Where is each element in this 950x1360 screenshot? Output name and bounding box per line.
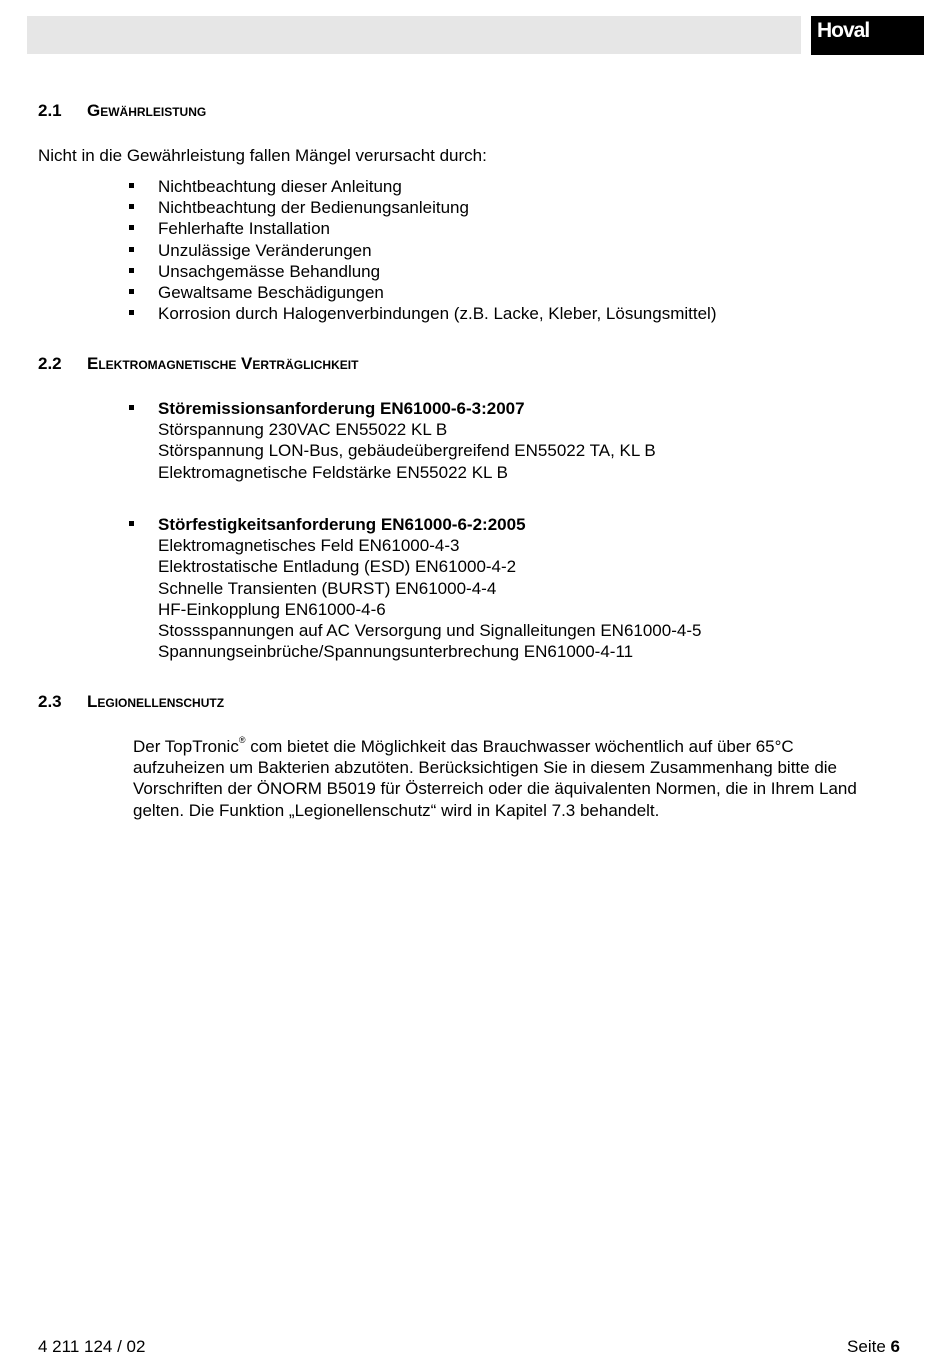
immunity-line: Schnelle Transienten (BURST) EN61000-4-4 — [158, 578, 497, 598]
section-title-2-3 — [38, 692, 224, 712]
bullet-icon — [129, 405, 134, 410]
list-item: Korrosion durch Halogenverbindungen (z.B. Lacke, Kleber, Lösungsmittel) — [0, 303, 717, 324]
emission-line: Elektromagnetische Feldstärke EN55022 KL B — [158, 462, 508, 482]
section-number: 2.3 — [38, 692, 62, 711]
immunity-line: HF-Einkopplung EN61000-4-6 — [158, 599, 386, 619]
section-heading: Elektromagnetische Verträglichkeit — [87, 354, 359, 373]
section-heading: Gewährleistung — [87, 101, 207, 120]
list-item: Gewaltsame Beschädigungen — [0, 282, 717, 303]
list-item: Nichtbeachtung dieser Anleitung — [0, 176, 717, 197]
list-item: Nichtbeachtung der Bedienungsanleitung — [0, 197, 717, 218]
emission-line: Störspannung LON-Bus, gebäudeübergreifend EN55022 TA, KL B — [158, 441, 656, 461]
warranty-intro: Nicht in die Gewährleistung fallen Mängel verursacht durch: — [38, 146, 487, 165]
bullet-icon — [129, 268, 134, 273]
immunity-line: Elektromagnetisches Feld EN61000-4-3 — [158, 536, 460, 556]
section-number: 2.2 — [38, 354, 62, 373]
emission-block — [0, 398, 656, 483]
bullet-icon — [129, 247, 134, 252]
section-title-2-1 — [38, 101, 206, 121]
page-label: Seite — [847, 1337, 886, 1356]
emission-heading: Störemissionsanforderung EN61000-6-3:2007 — [0, 398, 656, 419]
bullet-icon — [129, 204, 134, 209]
header-bar — [27, 16, 801, 54]
legionella-paragraph: Der TopTronic® com bietet die Möglichkeit das Brauchwasser wöchentlich auf über 65°C aufzuheizen um Bakterien abzutöten. Berücksichtigen Sie in diesem Zusammenhang bitte die Vorschriften der ÖNORM B5019 für Österreich oder die äquivalenten Normen, die in Ihrem Land gelten. Die Funktion „Legionellenschutz“ wird in Kapitel 7.3 behandelt. — [133, 735, 857, 820]
section-number: 2.1 — [38, 101, 62, 120]
immunity-line: Spannungseinbrüche/Spannungsunterbrechung EN61000-4-11 — [158, 642, 634, 662]
section-heading: Legionellenschutz — [87, 692, 225, 711]
immunity-block — [0, 514, 701, 662]
immunity-line: Stossspannungen auf AC Versorgung und Signalleitungen EN61000-4-5 — [158, 621, 702, 641]
hoval-logo: Hoval — [811, 16, 924, 55]
registered-mark: ® — [238, 735, 246, 745]
bullet-icon — [129, 289, 134, 294]
immunity-line: Elektrostatische Entladung (ESD) EN61000-4-2 — [158, 557, 517, 577]
section-title-2-2 — [38, 354, 358, 374]
bullet-icon — [129, 183, 134, 188]
warranty-list — [0, 176, 717, 324]
list-item: Fehlerhafte Installation — [0, 218, 717, 239]
bullet-icon — [129, 521, 134, 526]
page-number: 6 — [890, 1337, 900, 1356]
bullet-icon — [129, 225, 134, 230]
page-indicator — [847, 1337, 900, 1357]
list-item: Unsachgemässe Behandlung — [0, 261, 717, 282]
immunity-heading: Störfestigkeitsanforderung EN61000-6-2:2005 — [0, 514, 701, 535]
emission-line: Störspannung 230VAC EN55022 KL B — [158, 420, 448, 440]
bullet-icon — [129, 310, 134, 315]
doc-number: 4 211 124 / 02 — [38, 1337, 146, 1356]
list-item: Unzulässige Veränderungen — [0, 240, 717, 261]
